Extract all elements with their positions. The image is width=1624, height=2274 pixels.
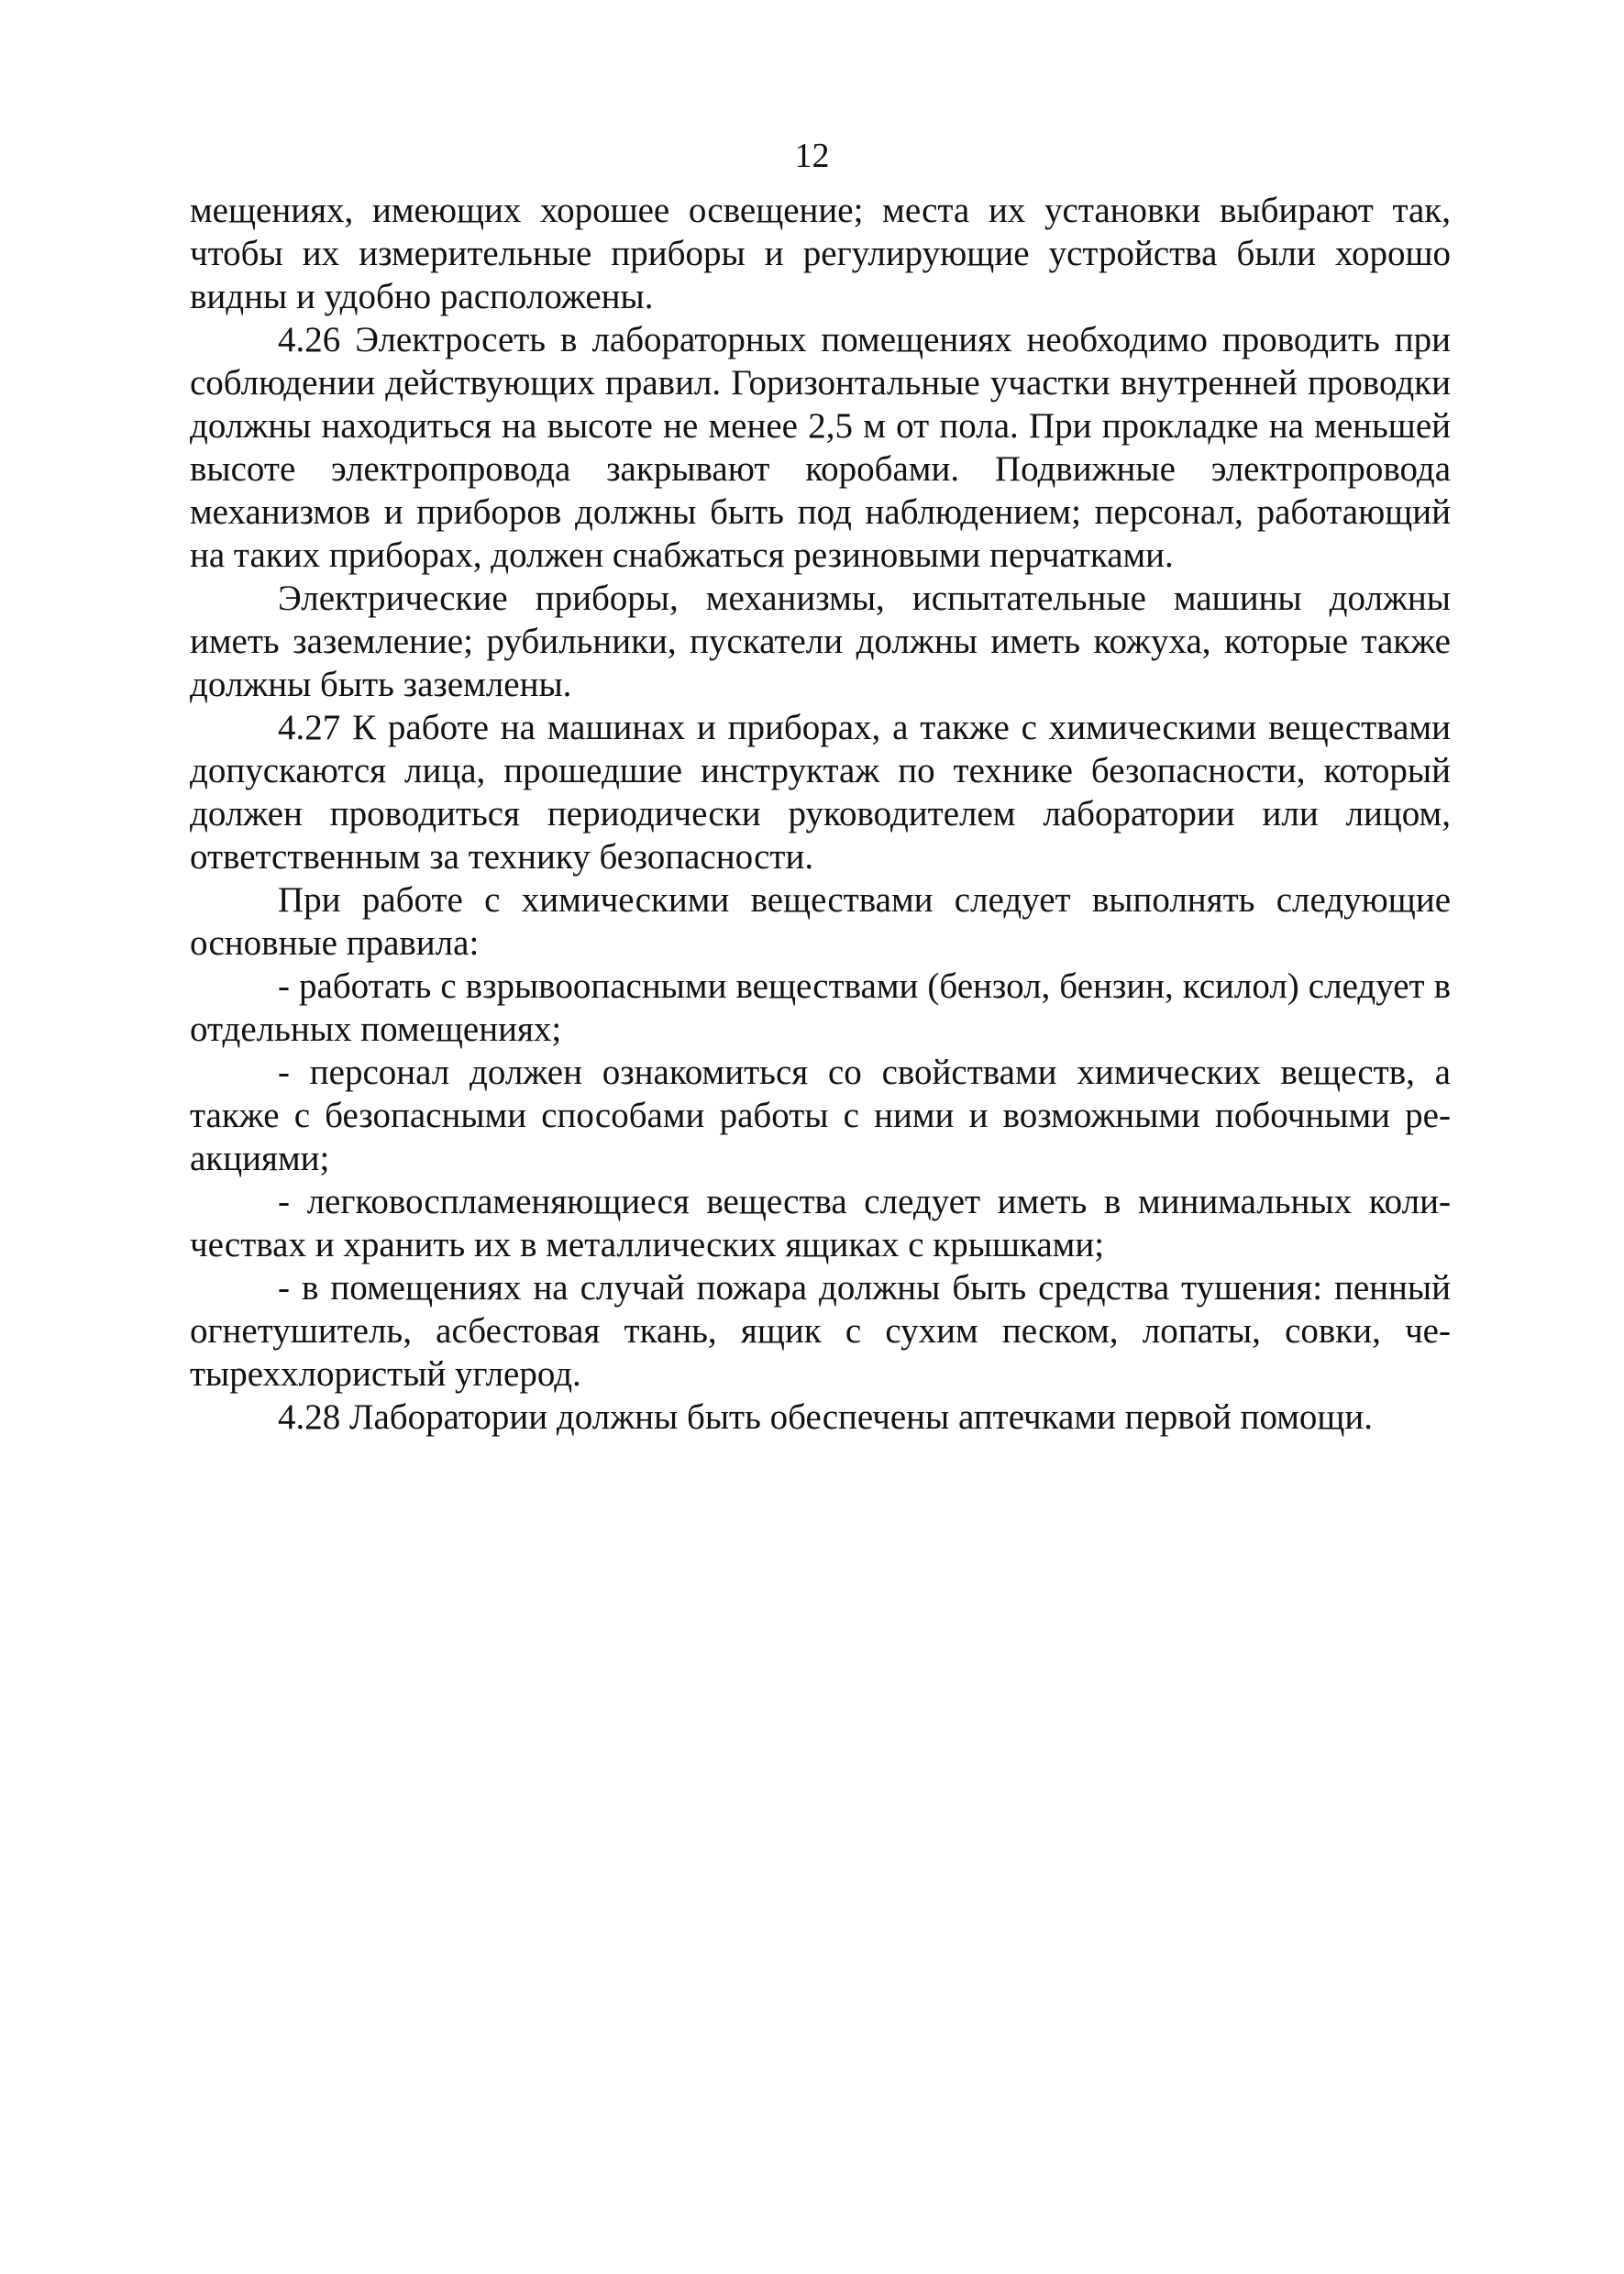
list-item-personnel-familiarization: - персонал должен ознакомиться со свойствами химических веществ, а также с безопасными способами работы с ними и возможными побочными реакциями; [190, 1053, 1451, 1178]
paragraph-chemical-rules-intro: При работе с химическими веществами следует выполнять следующие основные правила: [190, 880, 1451, 963]
list-item-flammable-storage: - легковоспламеняющиеся вещества следует иметь в минимальных количествах и хранить их в металлических ящиках с крышками; [190, 1182, 1451, 1264]
paragraph-continuation: мещениях, имеющих хорошее освещение; места их установки выбирают так, чтобы их измерительные приборы и регулирующие устройства были хорошо видны и удобно расположены. [190, 191, 1451, 316]
paragraph-4-26: 4.26 Электросеть в лабораторных помещениях необходимо проводить при соблюдении действующих правил. Горизонтальные участки внутренней проводки должны находиться на высоте не менее 2,5 м от пола. При прокладке на меньшей высоте электропровода закрывают коробами. Подвижные электропровода механизмов и приборов должны быть под наблюдением; персонал, работающий на таких приборах, должен снабжаться резиновыми перчатками. [190, 320, 1451, 575]
body-text [190, 189, 1451, 1439]
page-number: 12 [794, 137, 830, 175]
list-item-fire-equipment: - в помещениях на случай пожара должны быть средства тушения: пенный огнетушитель, асбестовая ткань, ящик с сухим песком, лопаты, совки, четыреххлористый углерод. [190, 1268, 1451, 1394]
list-item-explosive-substances: - работать с взрывоопасными веществами (бензол, бензин, ксилол) следует в отдельных помещениях; [190, 966, 1451, 1049]
paragraph-4-27: 4.27 К работе на машинах и приборах, а также с химическими веществами допускаются лица, прошедшие инструктаж по технике безопасности, который должен проводиться периодически руководителем лаборатории или лицом, ответственным за технику безопасности. [190, 708, 1451, 877]
paragraph-grounding: Электрические приборы, механизмы, испытательные машины должны иметь заземление; рубильники, пускатели должны иметь кожуха, которые также должны быть заземлены. [190, 579, 1451, 704]
paragraph-4-28: 4.28 Лаборатории должны быть обеспечены аптечками первой помощи. [278, 1397, 1374, 1437]
